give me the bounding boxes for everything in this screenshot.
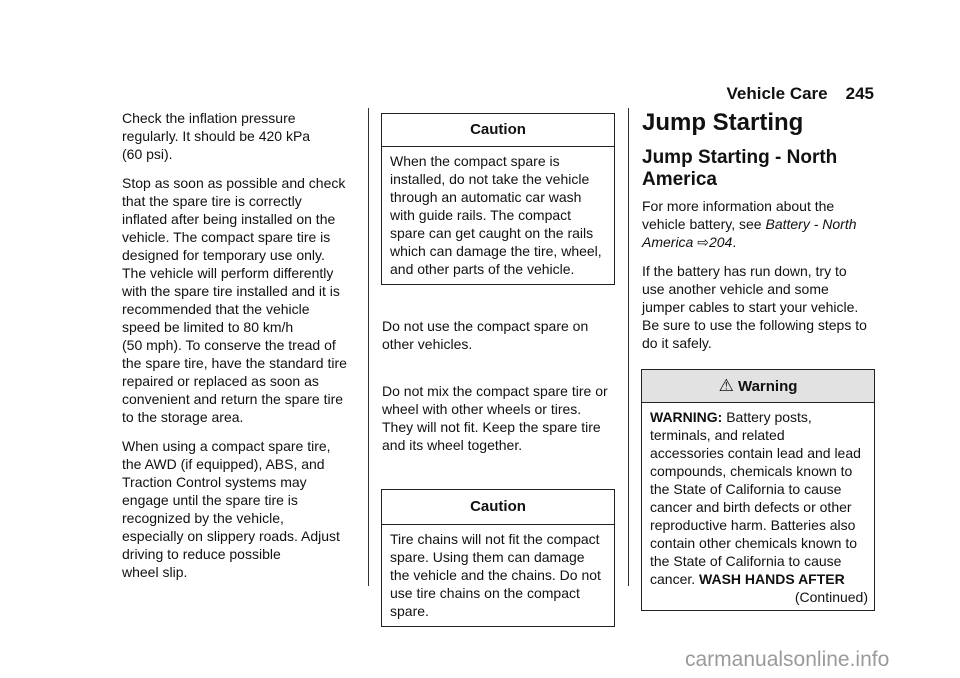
caution-body: Tire chains will not fit the compact spare. Using them can damage the vehicle and the chains. Do not use tire chains on the compact spare. [390,531,601,619]
watermark: carmanualsonline.info [685,648,890,671]
text: For more information about the vehicle battery, see [642,198,835,232]
continued-label: (Continued) [794,589,868,605]
caution-body: When the compact spare is installed, do not take the vehicle through an automatic car wash with guide rails. The compact spare can get caught on the rails which can damage the tire, wheel, and other parts of the vehicle. [390,153,602,277]
warning-text: Battery posts, terminals, and related accessories contain lead and lead compounds, chemicals known to the State of California to cause cancer and birth defects or other reproductive harm. Batteries also contain other chemicals known to the State of California to cause cancer. [650,409,861,587]
warning-box [641,369,875,611]
paragraph [642,197,875,251]
column-divider [368,108,369,586]
text: . [732,234,737,250]
paragraph: When using a compact spare tire, the AWD (if equipped), ABS, and Traction Control systems may engage until the spare tire is recognized by the vehicle, especially on slippery roads. Adjust driving to reduce possible wheel slip. [122,438,340,580]
column-3 [641,109,875,611]
paragraph: If the battery has run down, try to use another vehicle and some jumper cables to start your vehicle. Be sure to use the following steps to do it safely. [642,263,867,351]
warning-triangle-icon: ⚠ [718,376,734,395]
paragraph: Do not use the compact spare on other vehicles. [382,318,589,352]
paragraph: Check the inflation pressure regularly. It should be 420 kPa (60 psi). [122,110,311,162]
column-1 [122,109,362,592]
caution-title: Caution [382,490,614,525]
caution-box [381,489,615,627]
column-2-text [381,285,615,483]
column-2 [381,113,615,627]
column-divider [628,108,629,586]
page-header [709,84,875,104]
section-title: Vehicle Care [726,84,828,103]
page-ref[interactable]: 204 [708,234,733,250]
page-number: 245 [845,84,874,103]
warning-title: Warning [737,378,798,395]
column-3-text [641,109,875,363]
warning-header [642,370,874,403]
battery-link[interactable]: Battery - North America [642,216,857,250]
caution-box [381,113,615,285]
warning-tail: WASH HANDS AFTER [699,571,845,587]
caution-title: Caution [382,114,614,147]
warning-lead: WARNING: [650,409,723,425]
page-ref-arrow-icon: ⇨ [697,234,709,250]
subsection-heading: Jump Starting - North America [642,147,838,190]
paragraph: Stop as soon as possible and check that the spare tire is correctly inflated after being installed on the vehicle. The compact spare tire is designed for temporary use only. The vehicle will perform differently with the spare tire installed and it is recommended that the vehicle speed be limited to 80 km/h (50 mph). To conserve the tread of the spare tire, have the standard tire repaired or replaced as soon as convenient and return the spare tire to the storage area. [122,175,347,425]
paragraph: Do not mix the compact spare tire or wheel with other wheels or tires. They will not fit. Keep the spare tire and its wheel together. [382,383,608,453]
warning-body [642,403,874,588]
section-heading: Jump Starting [642,109,804,136]
